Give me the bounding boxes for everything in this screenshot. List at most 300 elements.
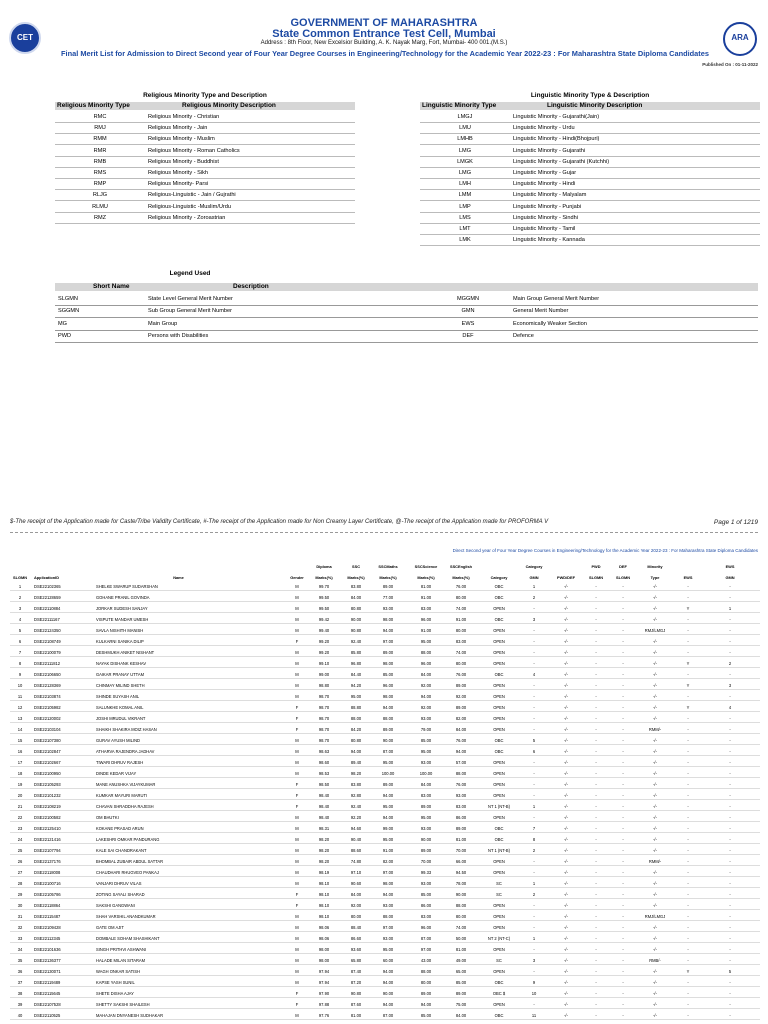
table-cell: SHETE DISHA AJAY	[96, 991, 134, 996]
linguistic-header	[420, 102, 760, 110]
table-cell: 94.60	[350, 826, 362, 831]
linguistic-desc-cell: Linguistic Minority - Malyalam	[513, 192, 587, 199]
table-cell: -	[595, 595, 597, 600]
linguistic-type-cell: LMM	[458, 192, 472, 199]
table-cell: 95.00	[420, 749, 432, 754]
legend-desc-cell: Defence	[513, 332, 534, 339]
table-cell: 87.00	[382, 1013, 394, 1018]
legend-short-cell: GMN	[461, 308, 475, 315]
table-row	[10, 924, 760, 932]
table-cell: OPEN	[493, 760, 505, 765]
table-cell: -	[622, 848, 624, 853]
table-cell: -	[687, 826, 689, 831]
table-cell: -	[687, 672, 689, 677]
table-cell: DSE22101636	[34, 947, 61, 952]
published-date: Published On : 01-11-2022	[702, 62, 758, 67]
religious-desc-cell: Religious Minority - Buddhist	[148, 158, 219, 165]
table-cell: -	[622, 672, 624, 677]
table-cell: 8	[532, 837, 536, 842]
table-cell: 87.60	[350, 1002, 362, 1007]
table-cell: -	[533, 903, 535, 908]
table-cell: -	[687, 881, 689, 886]
table-cell: -	[622, 980, 624, 985]
table-cell: 83.00	[455, 639, 467, 644]
table-cell: OBC	[494, 837, 504, 842]
table-cell: RMM/-	[648, 859, 662, 864]
table-cell: M	[295, 672, 299, 677]
table-cell: 65.80	[350, 958, 362, 963]
table-cell: 92.00	[420, 683, 432, 688]
table-cell: -	[622, 892, 624, 897]
table-cell: -	[687, 859, 689, 864]
table-cell: M	[295, 650, 299, 655]
table-cell: RMJ/LMGJ	[644, 628, 666, 633]
table-cell: -	[729, 925, 731, 930]
table-cell: 99.10	[318, 661, 330, 666]
religious-type-cell: RMZ	[93, 214, 107, 221]
table-cell: -	[595, 738, 597, 743]
table-cell: 33	[17, 936, 23, 941]
table-cell: 3	[18, 606, 22, 611]
table-cell: LAKESHRI OMKAR PANDURANG	[96, 837, 160, 842]
table-cell: -	[622, 727, 624, 732]
legend-desc-cell: State Level General Merit Number	[148, 296, 233, 302]
table-cell: 86.60	[350, 936, 362, 941]
table-cell: M	[295, 815, 299, 820]
table-cell: F	[295, 782, 299, 787]
table-cell: -/-	[653, 617, 657, 622]
table-cell: 14	[17, 727, 23, 732]
table-cell: -	[729, 727, 731, 732]
table-cell: 20	[17, 793, 23, 798]
table-cell: OPEN	[493, 859, 505, 864]
table-cell: OPEN	[493, 947, 505, 952]
table-cell: KOKANE PRASAD ARUN	[96, 826, 144, 831]
table-cell: DSE22119489	[34, 980, 61, 985]
table-cell: 100.00	[419, 771, 433, 776]
table-cell: -	[687, 639, 689, 644]
table-cell: 95.00	[382, 837, 394, 842]
page-number: Page 1 of 1219	[713, 519, 758, 526]
table-cell: -	[729, 760, 731, 765]
table-row	[10, 770, 760, 778]
table-cell: -	[533, 639, 535, 644]
table-cell: OBC	[494, 672, 504, 677]
table-cell: MANE ANUSHKA VIJAYKUMAR	[96, 782, 156, 787]
header-cell-top: Diploma	[316, 564, 332, 569]
table-cell: -	[533, 606, 535, 611]
table-cell: 90.00	[382, 991, 394, 996]
table-cell: -	[729, 793, 731, 798]
table-cell: DSE22100079	[34, 650, 61, 655]
table-cell: -	[687, 595, 689, 600]
table-cell: 89.00	[420, 991, 432, 996]
table-cell: -/-	[564, 815, 568, 820]
table-cell: 4	[18, 617, 22, 622]
table-row	[10, 946, 760, 954]
linguistic-type-cell: LMH	[459, 181, 471, 188]
table-cell: 85.00	[455, 980, 467, 985]
table-cell: SHELKE SWARUP SUDARSHAN	[96, 584, 158, 589]
table-cell: 97.94	[318, 980, 330, 985]
table-cell: DESHMUKH ANIKET NISHANT	[96, 650, 155, 655]
religious-col-type: Religious Minority Type	[57, 102, 130, 109]
table-cell: 98.40	[318, 815, 330, 820]
table-cell: 93.60	[350, 947, 362, 952]
table-cell: 88.00	[420, 650, 432, 655]
table-cell: -/-	[564, 1002, 568, 1007]
table-cell: SC	[496, 958, 502, 963]
merit-subtitle: Direct Second year of Four Year Degree Courses in Engineering/Technology for the Academic Year 2022-23 : For Maharashtra State Diploma Candidates	[452, 548, 758, 553]
table-cell: 94.00	[382, 793, 394, 798]
table-cell: -	[687, 749, 689, 754]
table-cell: 93.00	[382, 606, 394, 611]
table-cell: M	[295, 848, 299, 853]
table-cell: 88.00	[420, 969, 432, 974]
table-cell: 84.00	[455, 1013, 467, 1018]
table-cell: 30	[17, 903, 23, 908]
table-cell: 84.00	[420, 782, 432, 787]
religious-desc-cell: Religious Minority - Roman Catholics	[148, 147, 240, 154]
table-cell: CHAUDHARI RHUGVEO PANKAJ	[96, 870, 159, 875]
table-cell: NT 1 (NT-B)	[488, 848, 510, 853]
religious-type-cell: RMR	[93, 147, 107, 154]
table-cell: -	[622, 914, 624, 919]
table-cell: -	[533, 925, 535, 930]
header-cell: PWD/DEF	[557, 575, 575, 580]
address-line: Address : 8th Floor, New Excelsior Building, A. K. Nayak Marg, Fort, Mumbai- 400 001.(M.S.)	[260, 40, 508, 46]
table-cell: F	[295, 1002, 299, 1007]
table-cell: -	[595, 771, 597, 776]
table-cell: -	[622, 716, 624, 721]
table-cell: 10	[531, 991, 537, 996]
table-row	[10, 704, 760, 712]
table-cell: OBC	[494, 1013, 504, 1018]
table-cell: -/-	[653, 606, 657, 611]
table-cell: M	[295, 606, 299, 611]
table-cell: 88.60	[350, 848, 362, 853]
religious-desc-cell: Religious Minority - Sikh	[148, 170, 208, 176]
table-cell: -	[622, 1002, 624, 1007]
table-cell: 94.00	[420, 1002, 432, 1007]
table-cell: DSE22118008	[34, 870, 61, 875]
linguistic-type-cell: LMGJ	[457, 114, 473, 120]
table-cell: -	[533, 914, 535, 919]
table-row	[10, 605, 760, 613]
table-cell: SC	[496, 881, 502, 886]
table-row	[10, 814, 760, 822]
header-cell: Marks(%)	[347, 575, 365, 580]
table-cell: -/-	[653, 1002, 657, 1007]
table-cell: -	[729, 1013, 731, 1018]
table-cell: -	[729, 936, 731, 941]
table-cell: -	[729, 628, 731, 633]
table-cell: -	[729, 672, 731, 677]
religious-type-cell: RLJG	[92, 192, 108, 199]
table-cell: 80.00	[420, 980, 432, 985]
table-cell: 93.00	[420, 881, 432, 886]
table-cell: -	[595, 914, 597, 919]
table-cell: DSE22103104	[34, 727, 61, 732]
header-cell: Name	[173, 575, 184, 580]
table-cell: 98.10	[318, 892, 330, 897]
table-cell: DSE22102667	[34, 760, 61, 765]
table-cell: 89.00	[382, 727, 394, 732]
table-cell: OPEN	[493, 606, 505, 611]
table-cell: -/-	[564, 1013, 568, 1018]
linguistic-type-cell: LMG	[458, 170, 472, 176]
table-row	[10, 858, 760, 866]
table-cell: 87.00	[420, 936, 432, 941]
table-row	[10, 935, 760, 943]
table-cell: 98.06	[318, 936, 330, 941]
table-cell: F	[295, 716, 299, 721]
table-cell: 2	[532, 848, 536, 853]
table-cell: -/-	[653, 980, 657, 985]
table-cell: 98.60	[318, 760, 330, 765]
table-cell: 13	[17, 716, 23, 721]
header-cell-top: SSCScience	[414, 564, 438, 569]
table-cell: GATE OM AJIT	[96, 925, 124, 930]
table-cell: -	[622, 936, 624, 941]
table-cell: 91.00	[382, 848, 394, 853]
table-cell: Y	[686, 606, 690, 611]
table-cell: DSE22118864	[34, 903, 61, 908]
table-cell: 74.00	[455, 650, 467, 655]
table-cell: M	[295, 859, 299, 864]
table-cell: M	[295, 760, 299, 765]
header-cell: Marks(%)	[315, 575, 333, 580]
table-cell: SC	[496, 892, 502, 897]
table-cell: -	[687, 903, 689, 908]
table-cell: 81.00	[455, 947, 467, 952]
table-cell: 7	[18, 650, 22, 655]
table-cell: 80.80	[350, 738, 362, 743]
table-cell: M	[295, 837, 299, 842]
table-cell: DSE22105982	[34, 705, 61, 710]
table-cell: -	[622, 859, 624, 864]
table-cell: DSE22101232	[34, 793, 61, 798]
table-cell: -	[729, 694, 731, 699]
table-cell: 98.20	[350, 771, 362, 776]
legend-caption: Legend Used	[169, 270, 211, 277]
table-cell: -	[533, 628, 535, 633]
table-cell: DSE22106650	[34, 672, 61, 677]
table-cell: -/-	[653, 793, 657, 798]
table-cell: 2	[532, 892, 536, 897]
table-cell: 86.00	[420, 903, 432, 908]
header-cell: Marks(%)	[379, 575, 397, 580]
table-cell: 43.00	[420, 958, 432, 963]
table-cell: 70.00	[455, 848, 467, 853]
table-cell: SAKSHI GANGWANI	[96, 903, 135, 908]
table-cell: RMM/-	[648, 727, 662, 732]
table-cell: -	[622, 617, 624, 622]
linguistic-desc-cell: Linguistic Minority - Urdu	[513, 125, 575, 132]
legend-short-cell: SLGMN	[58, 296, 78, 302]
table-cell: -/-	[653, 694, 657, 699]
row-divider	[55, 223, 355, 224]
table-cell: 16	[17, 749, 23, 754]
legend-short-cell: MG	[58, 320, 68, 327]
table-cell: 95.00	[420, 639, 432, 644]
table-cell: 94.00	[382, 892, 394, 897]
table-cell: 76.00	[455, 738, 467, 743]
table-cell: 90.00	[455, 892, 467, 897]
table-cell: -	[622, 650, 624, 655]
table-cell: OPEN	[493, 705, 505, 710]
table-cell: 98.20	[318, 848, 330, 853]
table-cell: -	[729, 892, 731, 897]
table-cell: SHAIKH SHAKIRA MOIZ HASAN	[96, 727, 157, 732]
table-row	[10, 737, 760, 745]
table-cell: 98.70	[318, 716, 330, 721]
legend-short-cell: EWS	[461, 320, 475, 327]
table-cell: -	[622, 705, 624, 710]
table-cell: 97.00	[382, 870, 394, 875]
table-cell: SINGH PRITHVI ASHWANI	[96, 947, 147, 952]
table-cell: F	[295, 793, 299, 798]
table-cell: -/-	[564, 661, 568, 666]
table-cell: -	[533, 650, 535, 655]
table-cell: M	[295, 628, 299, 633]
table-cell: -	[687, 617, 689, 622]
header-cell-top: SSCEnglish	[449, 564, 473, 569]
table-cell: M	[295, 826, 299, 831]
table-cell: 90.80	[350, 991, 362, 996]
table-cell: -/-	[653, 848, 657, 853]
table-cell: ZOTING SAYALI SHARAD	[96, 892, 145, 897]
religious-desc-cell: Religious Minority - Zoroastrian	[148, 214, 226, 221]
table-row	[10, 792, 760, 800]
table-cell: -/-	[564, 936, 568, 941]
religious-col-desc: Religious Minority Description	[182, 102, 276, 109]
table-cell: -/-	[564, 793, 568, 798]
table-cell: -	[687, 892, 689, 897]
table-cell: -	[533, 870, 535, 875]
table-cell: 96.00	[420, 617, 432, 622]
table-cell: -	[687, 793, 689, 798]
table-cell: 85.00	[420, 892, 432, 897]
table-cell: 88.00	[455, 903, 467, 908]
table-cell: WAGH ONKAR SATISH	[96, 969, 140, 974]
religious-desc-cell: Religious-Linguistic - Jain / Gujrathi	[148, 192, 236, 199]
table-cell: -	[622, 870, 624, 875]
table-cell: -/-	[564, 672, 568, 677]
table-cell: 92.00	[455, 694, 467, 699]
table-cell: -	[533, 727, 535, 732]
linguistic-desc-cell: Linguistic Minority - Hindi	[513, 181, 576, 188]
table-cell: 88.40	[350, 925, 362, 930]
table-cell: 83.80	[350, 584, 362, 589]
table-cell: DSE22103874	[34, 694, 61, 699]
table-cell: KUMKAR MAYURI MARUTI	[96, 793, 148, 798]
table-cell: 84.20	[350, 727, 362, 732]
table-cell: -/-	[564, 738, 568, 743]
table-cell: 89.00	[420, 804, 432, 809]
linguistic-desc-cell: Linguistic Minority - Gujarathi (Kutchhi)	[513, 158, 610, 165]
table-cell: 82.00	[382, 859, 394, 864]
table-row	[10, 627, 760, 635]
table-cell: DSE22100950	[34, 771, 61, 776]
table-cell: 79.00	[420, 727, 432, 732]
table-cell: 82.00	[455, 716, 467, 721]
table-cell: 92.00	[420, 705, 432, 710]
table-cell: -	[687, 727, 689, 732]
table-cell: OBC	[494, 617, 504, 622]
table-cell: 90.00	[350, 617, 362, 622]
table-cell: 98.20	[318, 859, 330, 864]
table-cell: GURAV AYUSH MILIND	[96, 738, 140, 743]
linguistic-desc-cell: Linguistic Minority - Gujarathi	[513, 147, 586, 154]
table-cell: OPEN	[493, 925, 505, 930]
table-cell: 94.00	[382, 969, 394, 974]
table-cell: 93.00	[420, 826, 432, 831]
table-cell: 24	[17, 837, 23, 842]
header-cell: Marks(%)	[417, 575, 435, 580]
table-cell: -	[622, 1013, 624, 1018]
religious-type-cell: RMJ	[94, 125, 106, 132]
table-cell: -	[595, 892, 597, 897]
table-cell: 98.19	[318, 870, 330, 875]
table-cell: -	[687, 716, 689, 721]
table-cell: -/-	[653, 881, 657, 886]
table-cell: 90.60	[350, 881, 362, 886]
linguistic-desc-cell: Linguistic Minority - Hindi(Bhojpuri)	[513, 136, 600, 143]
table-cell: F	[295, 903, 299, 908]
table-cell: 93.00	[420, 716, 432, 721]
table-cell: -/-	[653, 771, 657, 776]
table-cell: MAHAJAN DNYANESH SUDHAKAR	[96, 1013, 164, 1018]
table-row	[10, 594, 760, 602]
religious-type-cell: RMM	[93, 136, 107, 143]
linguistic-caption: Linguistic Minority Type & Description	[530, 92, 650, 99]
legend-desc-cell: Main Group	[148, 320, 178, 327]
religious-type-cell: RLMU	[92, 203, 108, 210]
table-cell: -	[729, 958, 731, 963]
table-cell: OPEN	[493, 683, 505, 688]
table-cell: -	[533, 705, 535, 710]
table-cell: OM BHUTKI	[96, 815, 119, 820]
table-cell: -	[687, 771, 689, 776]
cell-title: State Common Entrance Test Cell, Mumbai	[272, 28, 496, 40]
header-cell: EWS	[683, 575, 693, 580]
table-cell: DSE22111812	[34, 661, 61, 666]
table-row	[10, 616, 760, 624]
table-cell: -/-	[653, 595, 657, 600]
table-cell: -/-	[653, 683, 657, 688]
table-cell: -/-	[653, 826, 657, 831]
table-cell: Y	[686, 661, 690, 666]
table-cell: -	[595, 617, 597, 622]
religious-desc-cell: Religious Minority - Christian	[148, 114, 220, 120]
table-cell: -	[595, 661, 597, 666]
table-cell: 89.00	[455, 991, 467, 996]
table-cell: 98.10	[318, 881, 330, 886]
table-cell: 83.00	[420, 606, 432, 611]
table-row	[10, 649, 760, 657]
table-cell: -	[595, 991, 597, 996]
religious-type-cell: RMP	[93, 181, 107, 188]
legend-short-cell: MGGMN	[456, 296, 480, 302]
table-cell: 19	[17, 782, 23, 787]
table-cell: 93.00	[455, 793, 467, 798]
table-cell: 65.00	[455, 969, 467, 974]
table-cell: -	[687, 837, 689, 842]
table-cell: 92.20	[350, 815, 362, 820]
table-cell: -	[595, 969, 597, 974]
table-cell: 90.40	[350, 837, 362, 842]
